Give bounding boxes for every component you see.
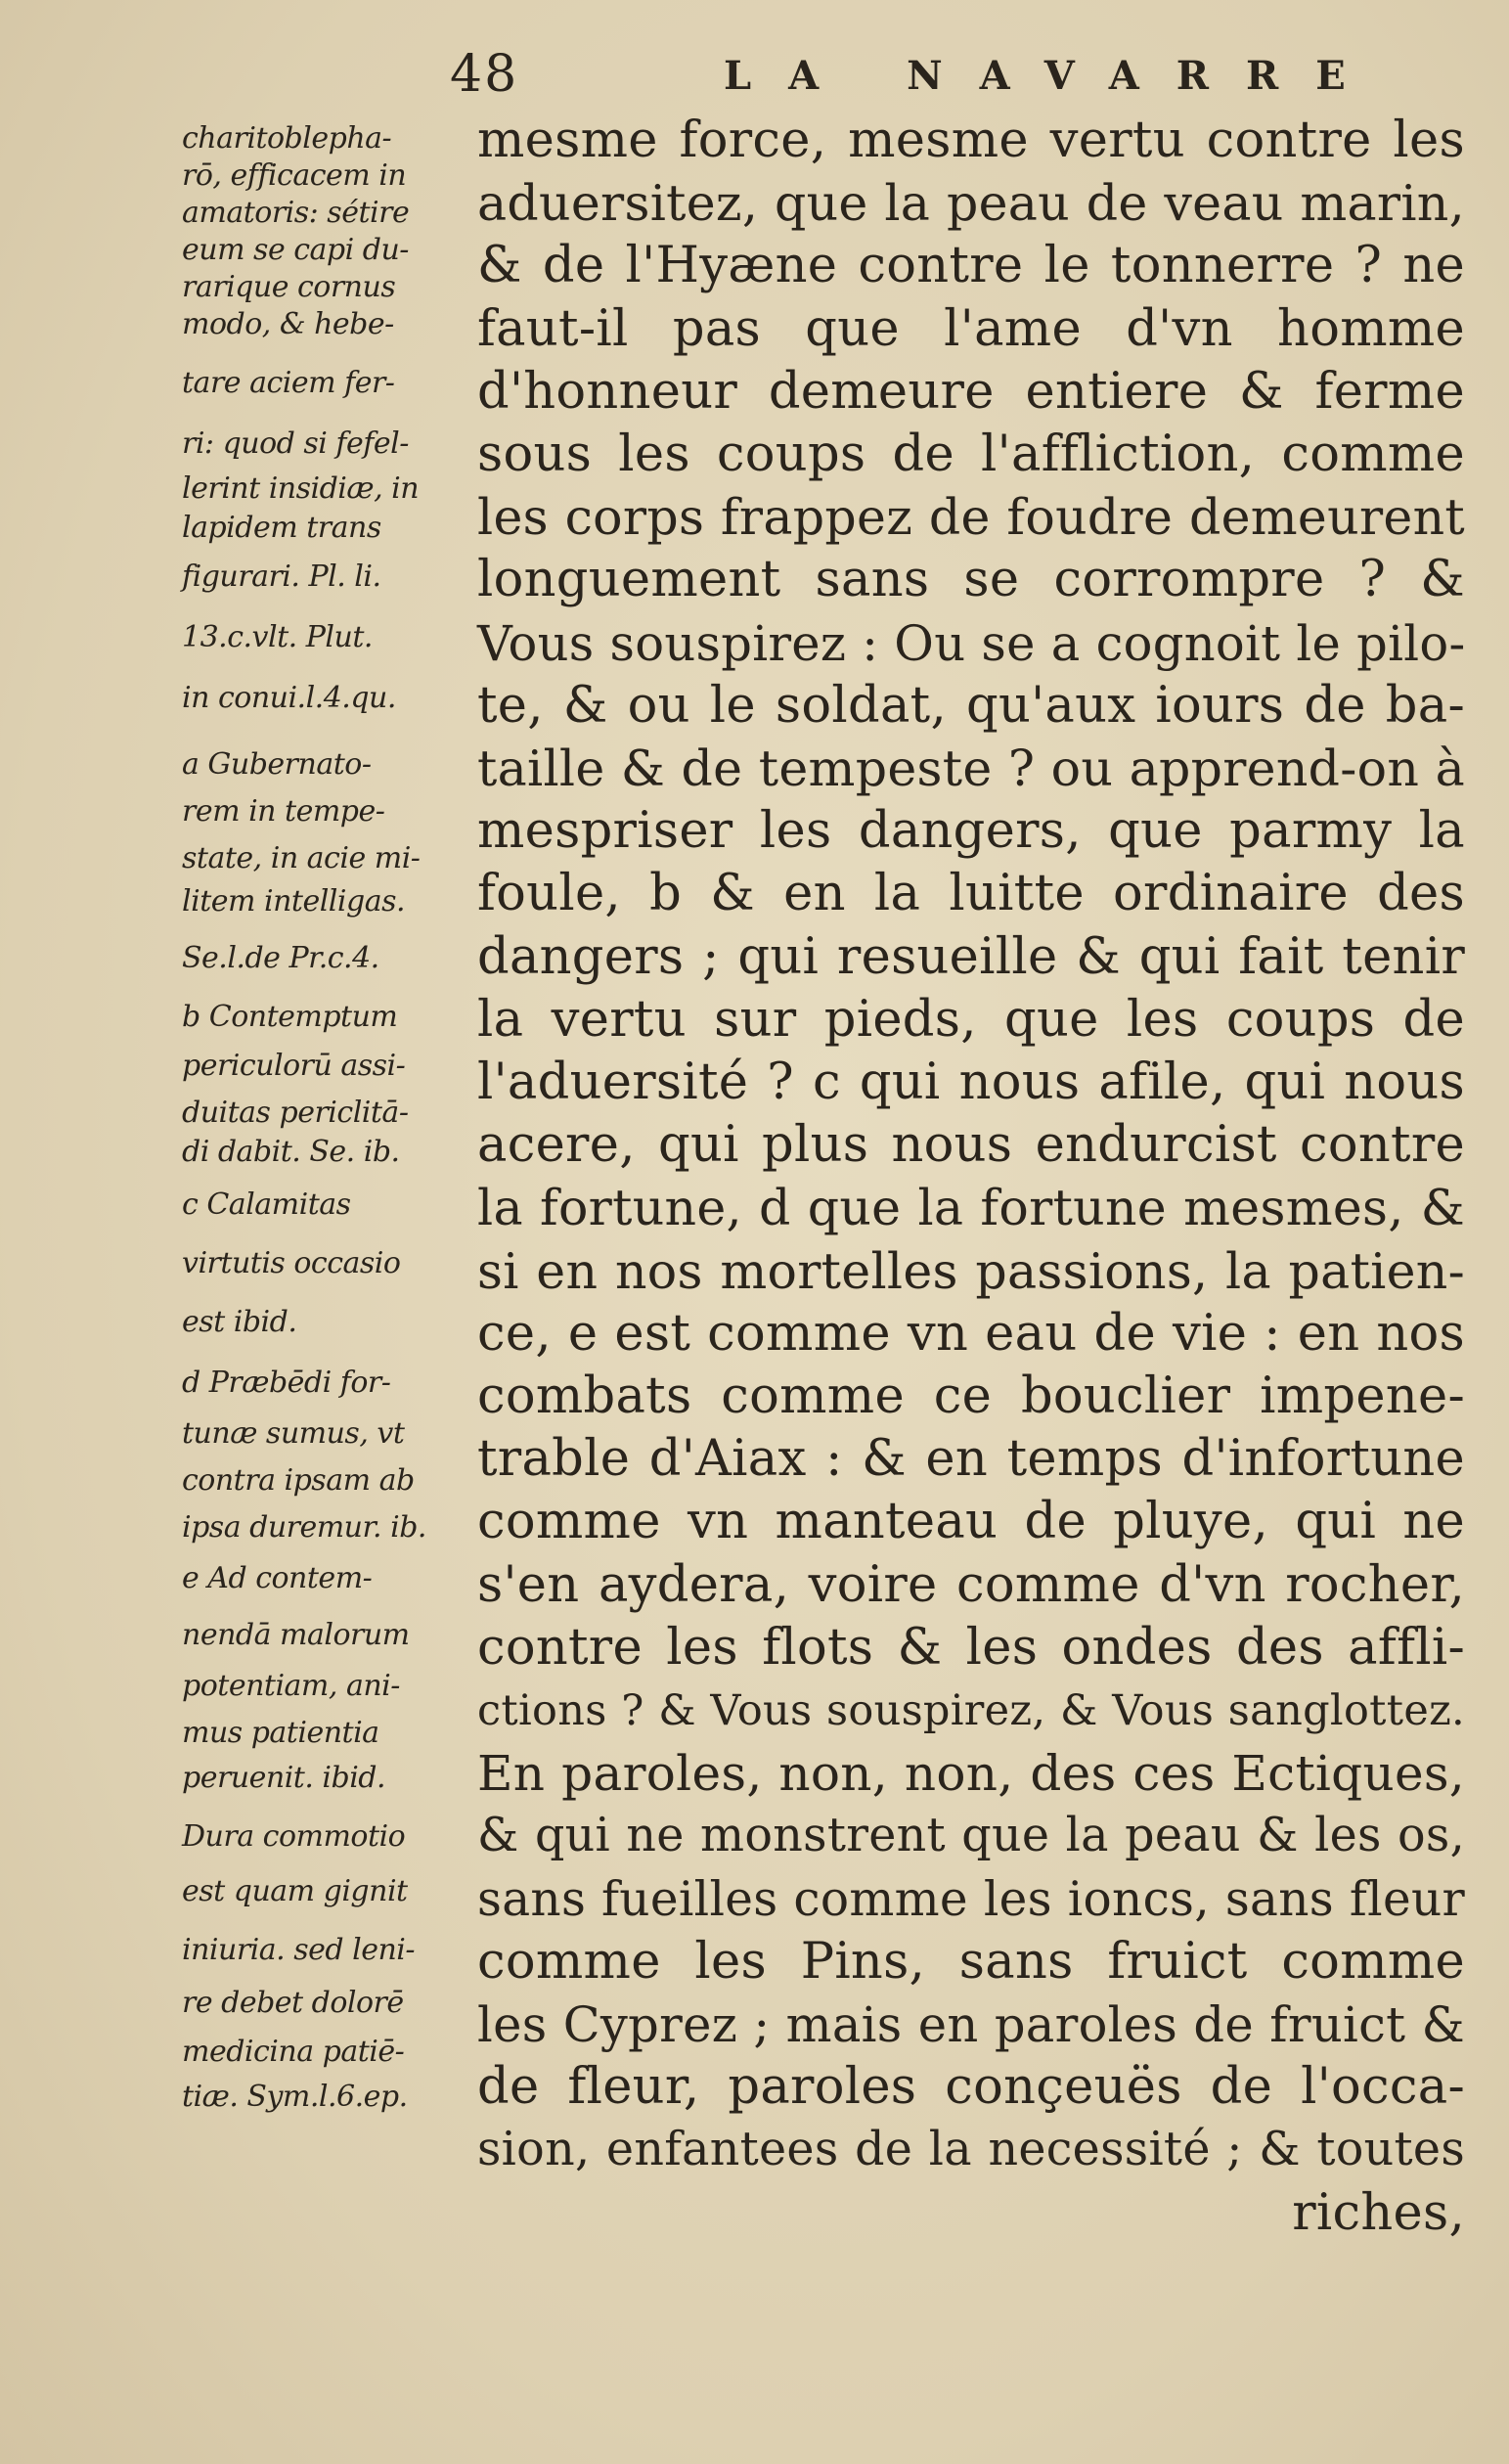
text-line: de fleur, paroles conçeuës de l'occa- — [477, 2058, 1465, 2117]
margin-note-line: amatoris: sétire — [182, 196, 410, 230]
catchword: riches, — [1292, 2183, 1465, 2242]
margin-note-line: tare aciem fer- — [182, 366, 395, 400]
page-number: 48 — [450, 45, 519, 104]
margin-note-line: rarique cornus — [182, 270, 396, 304]
page-header — [450, 45, 1428, 113]
text-line: aduersitez, que la peau de veau marin, — [477, 174, 1465, 233]
margin-note-line: rem in tempe- — [182, 794, 385, 829]
margin-note-line: di dabit. Se. ib. — [182, 1135, 400, 1169]
margin-note-line: potentiam, ani- — [182, 1669, 400, 1703]
margin-note-line: modo, & hebe- — [182, 307, 394, 341]
margin-note-line: ri: quod si fefel- — [182, 426, 409, 461]
margin-note-line: tiæ. Sym.l.6.ep. — [182, 2080, 408, 2114]
margin-note-line: Dura commotio — [182, 1819, 406, 1854]
text-line: sans fueilles comme les ioncs, sans fleur — [477, 1871, 1465, 1927]
margin-note-line: periculorū assi- — [182, 1049, 406, 1083]
margin-note-line: iniuria. sed leni- — [182, 1933, 416, 1967]
margin-note-line: state, in acie mi- — [182, 841, 421, 875]
margin-note-line: d Præbēdi for- — [182, 1366, 391, 1400]
text-line: En paroles, non, non, des ces Ectiques, — [477, 1745, 1465, 1803]
text-line: d'honneur demeure entiere & ferme — [477, 362, 1465, 421]
text-line: l'aduersité ? c qui nous afile, qui nous — [477, 1053, 1465, 1111]
text-line: les Cyprez ; mais en paroles de fruict & — [477, 1996, 1465, 2053]
text-line: sion, enfantees de la necessité ; & toutes — [477, 2123, 1465, 2177]
text-line: te, & ou le soldat, qu'aux iours de ba- — [477, 676, 1465, 735]
text-line: les corps frappez de foudre demeurent — [477, 488, 1465, 547]
margin-note-line: lerint insidiæ, in — [182, 471, 420, 506]
text-line: dangers ; qui resueille & qui fait tenir — [477, 927, 1465, 986]
text-line: la fortune, d que la fortune mesmes, & — [477, 1179, 1465, 1237]
text-line: si en nos mortelles passions, la patien- — [477, 1241, 1465, 1300]
text-line: comme les Pins, sans fruict comme — [477, 1932, 1465, 1991]
text-line: & de l'Hyæne contre le tonnerre ? ne — [477, 237, 1465, 295]
margin-note-line: medicina patiē- — [182, 2035, 405, 2069]
margin-note-line: charitoblepha- — [182, 121, 392, 156]
margin-note-line: duitas periclitā- — [182, 1096, 409, 1130]
margin-note-line: contra ipsam ab — [182, 1463, 415, 1498]
margin-note-line: virtutis occasio — [182, 1246, 401, 1280]
margin-note-line: litem intelligas. — [182, 884, 406, 918]
margin-note-line: est ibid. — [182, 1305, 297, 1339]
margin-note-line: a Gubernato- — [182, 747, 372, 782]
text-line: Vous souspirez : Ou se a cognoit le pilo- — [477, 614, 1466, 672]
text-line: mesme force, mesme vertu contre les — [477, 112, 1465, 169]
text-line: combats comme ce bouclier impene- — [477, 1367, 1465, 1425]
margin-note-line: eum se capi du- — [182, 233, 409, 267]
text-line: s'en aydera, voire comme d'vn rocher, — [477, 1555, 1465, 1614]
text-line: taille & de tempeste ? ou apprend-on à — [477, 739, 1465, 797]
margin-note-line: e Ad contem- — [182, 1561, 373, 1595]
text-line: acere, qui plus nous endurcist contre — [477, 1116, 1465, 1175]
margin-note-line: Se.l.de Pr.c.4. — [182, 941, 379, 975]
running-head: LA NAVARRE — [724, 53, 1383, 99]
margin-note-line: mus patientia — [182, 1716, 379, 1750]
margin-note-line: c Calamitas — [182, 1187, 351, 1222]
margin-note-line: tunæ sumus, vt — [182, 1416, 405, 1451]
text-line: la vertu sur pieds, que les coups de — [477, 990, 1465, 1049]
margin-note-line: peruenit. ibid. — [182, 1761, 386, 1795]
text-line: contre les flots & les ondes des affli- — [477, 1618, 1465, 1677]
text-line: foule, b & en la luitte ordinaire des — [477, 865, 1465, 923]
margin-note-line: figurari. Pl. li. — [182, 560, 381, 594]
margin-note-line: lapidem trans — [182, 511, 381, 545]
margin-note-line: rō, efficacem in — [182, 158, 407, 193]
text-line: ce, e est comme vn eau de vie : en nos — [477, 1304, 1465, 1363]
margin-note-line: in conui.l.4.qu. — [182, 681, 396, 715]
text-line: sous les coups de l'affliction, comme — [477, 426, 1465, 483]
text-line: ctions ? & Vous souspirez, & Vous sanglottez. — [477, 1686, 1465, 1735]
text-line: trable d'Aiax : & en temps d'infortune — [477, 1430, 1465, 1489]
text-line: comme vn manteau de pluye, qui ne — [477, 1493, 1465, 1551]
text-line: mespriser les dangers, que parmy la — [477, 802, 1465, 861]
margin-note-line: b Contemptum — [182, 1000, 398, 1034]
margin-note-line: 13.c.vlt. Plut. — [182, 620, 373, 654]
margin-note-line: est quam gignit — [182, 1874, 408, 1908]
text-line: & qui ne monstrent que la peau & les os, — [477, 1809, 1465, 1863]
margin-note-line: nendā malorum — [182, 1618, 410, 1652]
text-line: faut-il pas que l'ame d'vn homme — [477, 299, 1465, 358]
margin-note-line: re debet dolorē — [182, 1986, 404, 2020]
margin-note-line: ipsa duremur. ib. — [182, 1510, 426, 1545]
text-line: longuement sans se corrompre ? & — [477, 551, 1465, 609]
